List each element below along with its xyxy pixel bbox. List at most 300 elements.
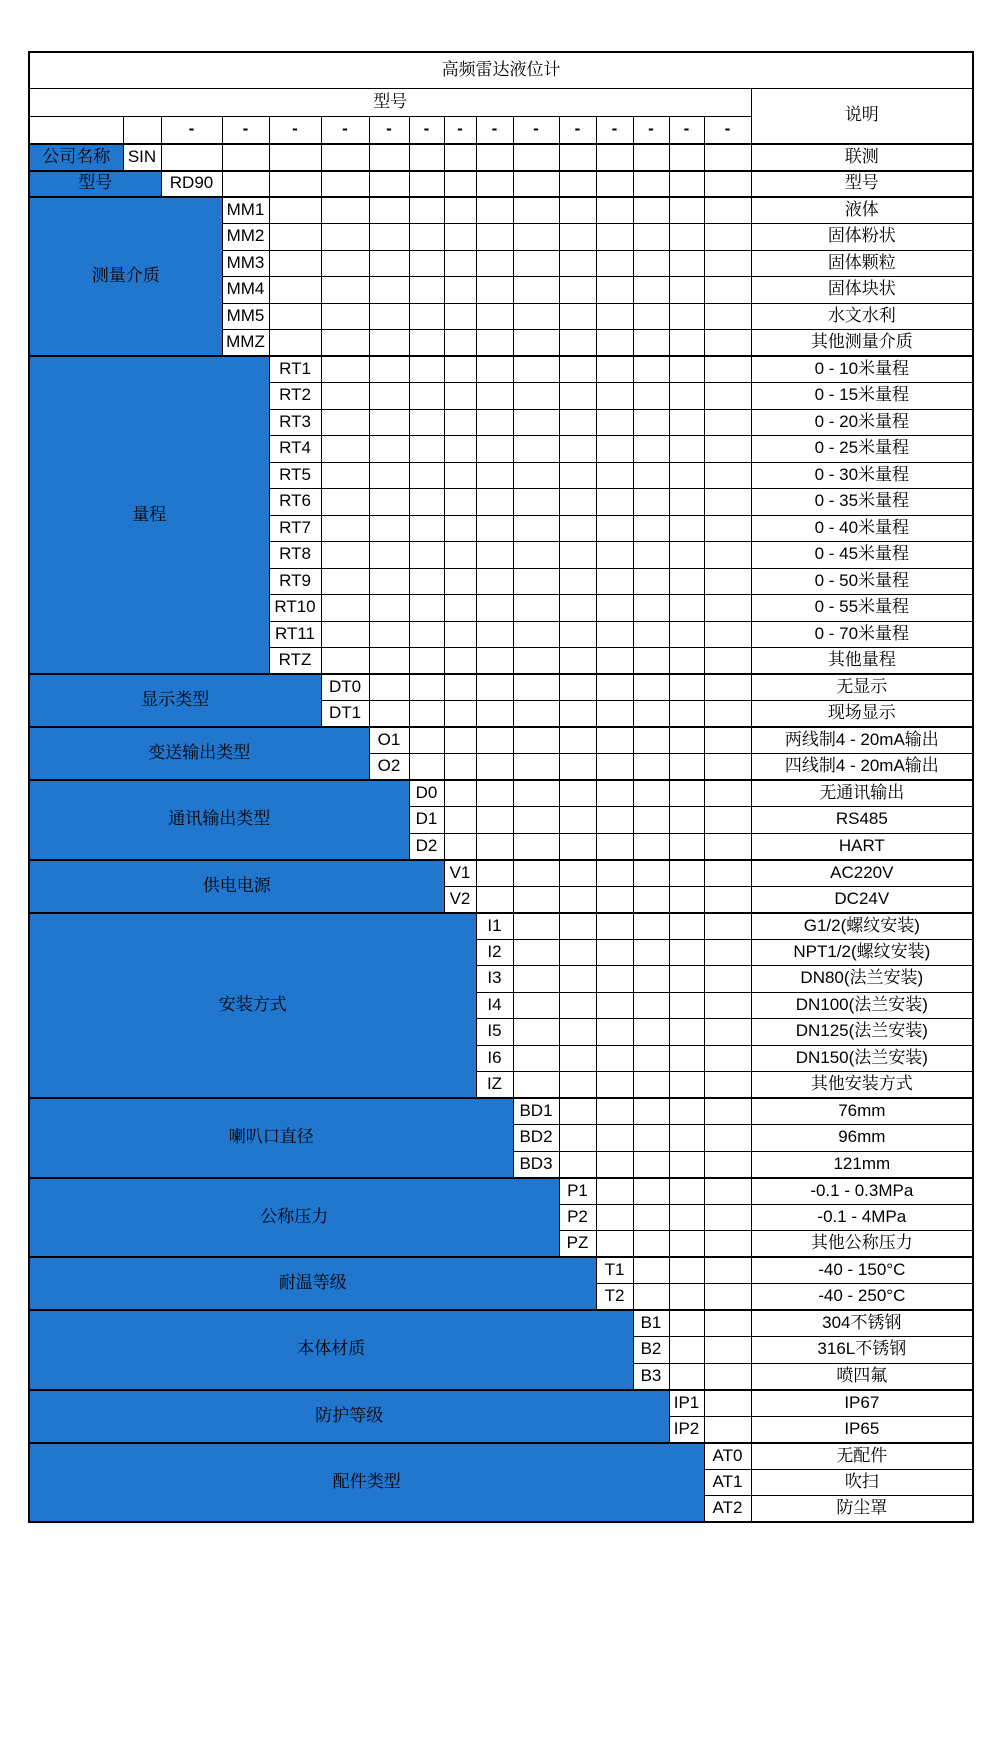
grid-cell (596, 1178, 633, 1205)
grid-cell (633, 436, 669, 463)
grid-cell (269, 277, 321, 304)
description-cell: DN125(法兰安装) (751, 1019, 973, 1046)
grid-cell (444, 674, 476, 701)
grid-cell (669, 860, 704, 887)
description-cell: DN80(法兰安装) (751, 966, 973, 993)
description-cell: 76mm (751, 1098, 973, 1125)
description-cell: 0 - 20米量程 (751, 409, 973, 436)
grid-cell (704, 1416, 751, 1443)
description-cell: 0 - 15米量程 (751, 383, 973, 410)
grid-cell (559, 356, 596, 383)
code-cell-I3: I3 (476, 966, 513, 993)
grid-cell (513, 568, 559, 595)
grid-cell (513, 250, 559, 277)
description-cell: DN150(法兰安装) (751, 1045, 973, 1072)
code-cell-IP1: IP1 (669, 1390, 704, 1417)
description-cell: -0.1 - 4MPa (751, 1204, 973, 1231)
grid-cell (704, 144, 751, 171)
code-cell-BD3: BD3 (513, 1151, 559, 1178)
grid-cell (369, 303, 409, 330)
grid-cell (633, 144, 669, 171)
code-cell-DT0: DT0 (321, 674, 369, 701)
grid-cell (669, 886, 704, 913)
grid-cell (669, 1125, 704, 1152)
grid-cell (704, 1390, 751, 1417)
grid-cell (513, 436, 559, 463)
dash-separator: - (321, 116, 369, 144)
grid-cell (596, 542, 633, 569)
grid-cell (513, 542, 559, 569)
grid-cell (513, 224, 559, 251)
description-cell: -40 - 250°C (751, 1284, 973, 1311)
grid-cell (369, 330, 409, 357)
grid-cell (444, 330, 476, 357)
grid-cell (596, 886, 633, 913)
description-cell: 0 - 70米量程 (751, 621, 973, 648)
grid-cell (669, 436, 704, 463)
description-cell: HART (751, 833, 973, 860)
description-cell: 喷四氟 (751, 1363, 973, 1390)
grid-cell (513, 330, 559, 357)
grid-cell (513, 1072, 559, 1099)
grid-cell (444, 807, 476, 834)
grid-cell (704, 330, 751, 357)
grid-cell (409, 674, 444, 701)
grid-cell (321, 303, 369, 330)
grid-cell (669, 1178, 704, 1205)
grid-cell (704, 833, 751, 860)
grid-cell (513, 409, 559, 436)
grid-cell (409, 568, 444, 595)
grid-cell (409, 356, 444, 383)
grid-cell (596, 1151, 633, 1178)
grid-cell (704, 992, 751, 1019)
grid-cell (513, 515, 559, 542)
grid-cell (596, 383, 633, 410)
dash-separator: - (704, 116, 751, 144)
grid-cell (513, 913, 559, 940)
description-cell: 型号 (751, 171, 973, 198)
grid-cell (444, 727, 476, 754)
grid-cell (444, 462, 476, 489)
code-cell-DT1: DT1 (321, 701, 369, 728)
grid-cell (513, 780, 559, 807)
grid-cell (444, 568, 476, 595)
grid-cell (476, 436, 513, 463)
description-cell: 304不锈钢 (751, 1310, 973, 1337)
grid-cell (596, 409, 633, 436)
code-cell-P1: P1 (559, 1178, 596, 1205)
grid-cell (633, 197, 669, 224)
grid-cell (704, 383, 751, 410)
grid-cell (704, 648, 751, 675)
dash-separator: - (409, 116, 444, 144)
grid-cell (444, 595, 476, 622)
grid-cell (409, 462, 444, 489)
grid-cell (704, 860, 751, 887)
code-cell-MM2: MM2 (222, 224, 269, 251)
grid-cell (596, 939, 633, 966)
grid-cell (669, 621, 704, 648)
grid-cell (409, 144, 444, 171)
grid-cell (269, 144, 321, 171)
grid-cell (669, 330, 704, 357)
grid-cell (704, 886, 751, 913)
description-cell: 0 - 40米量程 (751, 515, 973, 542)
grid-cell (269, 250, 321, 277)
grid-cell (596, 1045, 633, 1072)
grid-cell (444, 197, 476, 224)
grid-cell (704, 436, 751, 463)
description-cell: 固体颗粒 (751, 250, 973, 277)
grid-cell (559, 224, 596, 251)
grid-cell (633, 568, 669, 595)
description-cell: IP65 (751, 1416, 973, 1443)
grid-cell (633, 1019, 669, 1046)
grid-cell (704, 224, 751, 251)
grid-cell (704, 250, 751, 277)
grid-cell (444, 383, 476, 410)
grid-cell (321, 197, 369, 224)
section-label-power-supply: 供电电源 (29, 860, 444, 913)
dash-separator: - (222, 116, 269, 144)
code-cell-V2: V2 (444, 886, 476, 913)
grid-cell (559, 197, 596, 224)
grid-cell (321, 568, 369, 595)
grid-cell (369, 197, 409, 224)
grid-cell (321, 356, 369, 383)
grid-cell (444, 833, 476, 860)
grid-cell (559, 1072, 596, 1099)
grid-cell (444, 515, 476, 542)
grid-cell (476, 515, 513, 542)
grid-cell (669, 224, 704, 251)
grid-cell (633, 542, 669, 569)
description-cell: 96mm (751, 1125, 973, 1152)
grid-cell (704, 1098, 751, 1125)
code-cell-D0: D0 (409, 780, 444, 807)
grid-cell (476, 489, 513, 516)
grid-cell (321, 224, 369, 251)
grid-cell (444, 436, 476, 463)
grid-cell (596, 197, 633, 224)
grid-cell (513, 807, 559, 834)
description-cell: 其他公称压力 (751, 1231, 973, 1258)
grid-cell (669, 383, 704, 410)
grid-cell (476, 648, 513, 675)
grid-cell (476, 250, 513, 277)
grid-cell (704, 674, 751, 701)
grid-cell (669, 1045, 704, 1072)
grid-cell (513, 489, 559, 516)
code-cell-SIN: SIN (123, 144, 161, 171)
description-cell: AC220V (751, 860, 973, 887)
dash-separator: - (633, 116, 669, 144)
grid-cell (596, 1098, 633, 1125)
grid-cell (409, 171, 444, 198)
grid-cell (444, 356, 476, 383)
description-cell: 其他量程 (751, 648, 973, 675)
grid-cell (704, 1363, 751, 1390)
grid-cell (633, 780, 669, 807)
grid-cell (669, 966, 704, 993)
code-cell-RT1: RT1 (269, 356, 321, 383)
grid-cell (269, 171, 321, 198)
grid-cell (669, 1284, 704, 1311)
grid-cell (669, 409, 704, 436)
grid-cell (596, 1072, 633, 1099)
grid-cell (596, 992, 633, 1019)
grid-cell (596, 621, 633, 648)
grid-cell (633, 277, 669, 304)
code-cell-O2: O2 (369, 754, 409, 781)
grid-cell (633, 1257, 669, 1284)
dash-separator: - (513, 116, 559, 144)
code-cell-RT11: RT11 (269, 621, 321, 648)
section-label-range: 量程 (29, 356, 269, 674)
grid-cell (513, 303, 559, 330)
grid-cell (369, 674, 409, 701)
grid-cell (633, 330, 669, 357)
grid-cell (321, 250, 369, 277)
grid-cell (633, 648, 669, 675)
description-cell: DC24V (751, 886, 973, 913)
grid-cell (559, 754, 596, 781)
grid-cell (409, 754, 444, 781)
grid-cell (596, 1125, 633, 1152)
grid-cell (369, 250, 409, 277)
grid-cell (669, 913, 704, 940)
grid-cell (513, 727, 559, 754)
code-cell-RT5: RT5 (269, 462, 321, 489)
grid-cell (513, 754, 559, 781)
grid-cell (321, 383, 369, 410)
grid-cell (559, 727, 596, 754)
grid-cell (321, 542, 369, 569)
grid-cell (669, 1019, 704, 1046)
grid-cell (559, 489, 596, 516)
grid-cell (596, 330, 633, 357)
grid-cell (559, 171, 596, 198)
grid-cell (633, 356, 669, 383)
grid-cell (669, 807, 704, 834)
grid-cell (669, 1363, 704, 1390)
grid-cell (669, 992, 704, 1019)
description-cell: 固体粉状 (751, 224, 973, 251)
grid-cell (704, 1310, 751, 1337)
grid-cell (559, 303, 596, 330)
dash-separator: - (559, 116, 596, 144)
grid-cell (596, 277, 633, 304)
grid-cell (596, 489, 633, 516)
grid-cell (596, 356, 633, 383)
grid-cell (704, 939, 751, 966)
description-cell: 联测 (751, 144, 973, 171)
grid-cell (633, 939, 669, 966)
grid-cell (409, 197, 444, 224)
code-cell-MMZ: MMZ (222, 330, 269, 357)
grid-cell (409, 489, 444, 516)
code-cell-B2: B2 (633, 1337, 669, 1364)
grid-cell (669, 171, 704, 198)
grid-cell (321, 330, 369, 357)
grid-cell (669, 1337, 704, 1364)
grid-cell (704, 754, 751, 781)
grid-cell (633, 1204, 669, 1231)
grid-cell (633, 1072, 669, 1099)
grid-cell (633, 807, 669, 834)
table-title: 高频雷达液位计 (29, 52, 973, 88)
grid-cell (476, 542, 513, 569)
grid-cell (513, 966, 559, 993)
description-cell: DN100(法兰安装) (751, 992, 973, 1019)
grid-cell (704, 807, 751, 834)
grid-cell (669, 1098, 704, 1125)
code-cell-I1: I1 (476, 913, 513, 940)
grid-cell (596, 1019, 633, 1046)
code-cell-MM3: MM3 (222, 250, 269, 277)
grid-cell (321, 436, 369, 463)
grid-cell (704, 568, 751, 595)
grid-cell (633, 992, 669, 1019)
grid-cell (669, 356, 704, 383)
grid-cell (704, 1231, 751, 1258)
grid-cell (321, 144, 369, 171)
code-cell-IZ: IZ (476, 1072, 513, 1099)
grid-cell (633, 913, 669, 940)
description-cell: 121mm (751, 1151, 973, 1178)
grid-cell (369, 277, 409, 304)
grid-cell (704, 489, 751, 516)
grid-cell (704, 356, 751, 383)
grid-cell (669, 939, 704, 966)
grid-cell (596, 436, 633, 463)
grid-cell (476, 568, 513, 595)
grid-cell (269, 224, 321, 251)
dash-separator: - (669, 116, 704, 144)
grid-cell (513, 621, 559, 648)
grid-cell (596, 144, 633, 171)
grid-cell (369, 701, 409, 728)
grid-cell (596, 1204, 633, 1231)
grid-cell (369, 171, 409, 198)
grid-cell (559, 330, 596, 357)
grid-cell (633, 754, 669, 781)
description-cell: 防尘罩 (751, 1496, 973, 1523)
code-cell-PZ: PZ (559, 1231, 596, 1258)
grid-cell (369, 409, 409, 436)
grid-cell (559, 860, 596, 887)
code-cell-O1: O1 (369, 727, 409, 754)
code-cell-I4: I4 (476, 992, 513, 1019)
grid-cell (513, 144, 559, 171)
code-cell-RT10: RT10 (269, 595, 321, 622)
grid-cell (513, 356, 559, 383)
grid-cell (559, 674, 596, 701)
grid-cell (669, 515, 704, 542)
grid-cell (513, 595, 559, 622)
grid-cell (704, 966, 751, 993)
grid-cell (321, 621, 369, 648)
grid-cell (559, 595, 596, 622)
section-label-mounting-method: 安装方式 (29, 913, 476, 1099)
grid-cell (559, 807, 596, 834)
grid-cell (596, 1231, 633, 1258)
grid-cell (633, 621, 669, 648)
model-selection-sheet (28, 51, 974, 1523)
grid-cell (321, 595, 369, 622)
grid-cell (669, 1231, 704, 1258)
section-label-horn-diameter: 喇叭口直径 (29, 1098, 513, 1178)
grid-cell (559, 436, 596, 463)
grid-cell (669, 674, 704, 701)
grid-cell (633, 886, 669, 913)
grid-cell (633, 1151, 669, 1178)
grid-cell (409, 515, 444, 542)
description-cell: 0 - 50米量程 (751, 568, 973, 595)
empty-cell (29, 116, 123, 144)
grid-cell (476, 886, 513, 913)
code-cell-I5: I5 (476, 1019, 513, 1046)
grid-cell (669, 754, 704, 781)
description-cell: 0 - 55米量程 (751, 595, 973, 622)
description-cell: 0 - 35米量程 (751, 489, 973, 516)
grid-cell (704, 515, 751, 542)
grid-cell (369, 462, 409, 489)
grid-cell (444, 277, 476, 304)
code-cell-RD90: RD90 (161, 171, 222, 198)
grid-cell (409, 303, 444, 330)
code-cell-D2: D2 (409, 833, 444, 860)
grid-cell (222, 144, 269, 171)
grid-cell (633, 1284, 669, 1311)
grid-cell (559, 277, 596, 304)
grid-cell (704, 197, 751, 224)
grid-cell (369, 144, 409, 171)
grid-cell (596, 727, 633, 754)
grid-cell (409, 224, 444, 251)
description-cell: 吹扫 (751, 1469, 973, 1496)
grid-cell (596, 462, 633, 489)
grid-cell (669, 1072, 704, 1099)
grid-cell (669, 542, 704, 569)
code-cell-RTZ: RTZ (269, 648, 321, 675)
grid-cell (559, 833, 596, 860)
grid-cell (369, 224, 409, 251)
grid-cell (476, 621, 513, 648)
grid-cell (559, 701, 596, 728)
grid-cell (444, 171, 476, 198)
grid-cell (559, 621, 596, 648)
grid-cell (633, 674, 669, 701)
grid-cell (559, 780, 596, 807)
description-cell: 无配件 (751, 1443, 973, 1470)
grid-cell (633, 860, 669, 887)
grid-cell (669, 648, 704, 675)
dash-separator: - (476, 116, 513, 144)
grid-cell (513, 383, 559, 410)
grid-cell (596, 595, 633, 622)
grid-cell (669, 303, 704, 330)
grid-cell (596, 224, 633, 251)
grid-cell (669, 833, 704, 860)
code-cell-V1: V1 (444, 860, 476, 887)
grid-cell (409, 621, 444, 648)
grid-cell (369, 648, 409, 675)
grid-cell (513, 886, 559, 913)
grid-cell (513, 1045, 559, 1072)
grid-cell (633, 250, 669, 277)
